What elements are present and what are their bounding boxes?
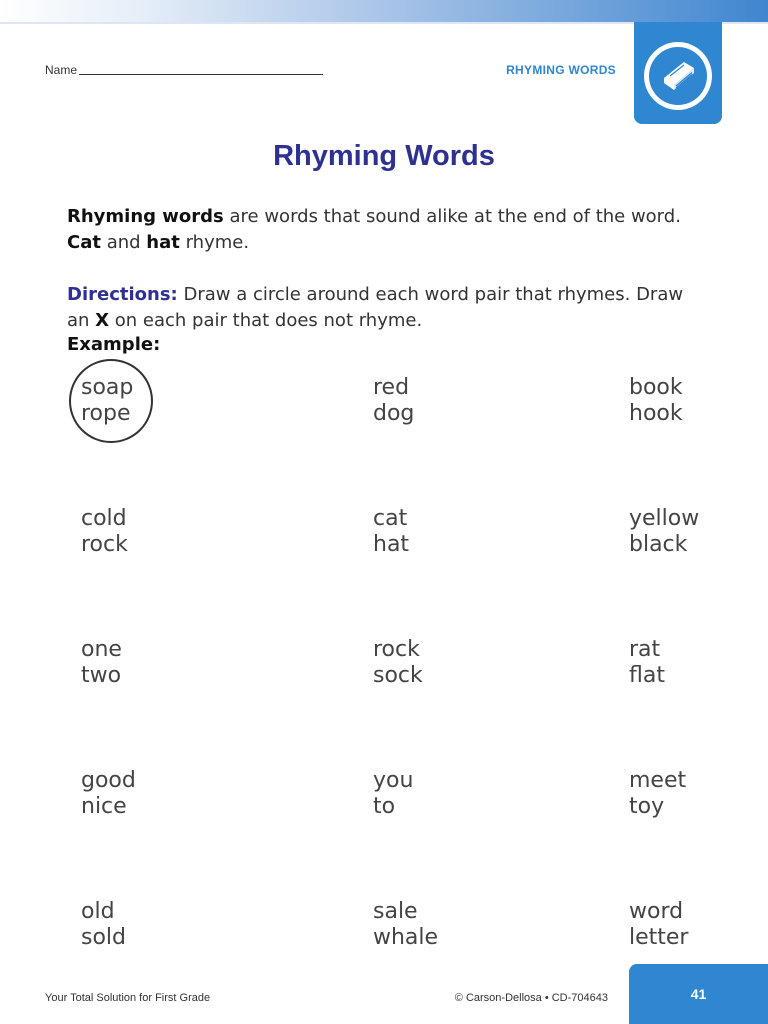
word-bottom: toy: [629, 794, 665, 819]
directions-label: Directions:: [67, 284, 178, 305]
intro-paragraph: [67, 204, 707, 256]
word-bottom: hook: [629, 401, 683, 426]
word-pair[interactable]: [629, 375, 683, 427]
intro-text-2: rhyme.: [179, 232, 250, 253]
word-bottom: sold: [81, 925, 126, 950]
word-top: rock: [373, 637, 420, 662]
word-top: one: [81, 637, 122, 662]
word-top: soap: [81, 375, 134, 400]
intro-term: Rhyming words: [67, 206, 224, 227]
section-tab: [634, 22, 722, 124]
header-gradient-band: [0, 0, 768, 22]
word-bottom: whale: [373, 925, 439, 950]
word-top: cold: [81, 506, 127, 531]
word-top: you: [373, 768, 414, 793]
word-top: meet: [629, 768, 687, 793]
word-bottom: hat: [373, 532, 410, 557]
word-top: rat: [629, 637, 661, 662]
word-top: red: [373, 375, 410, 400]
word-top: book: [629, 375, 683, 400]
intro-and: and: [100, 232, 147, 253]
word-bottom: two: [81, 663, 122, 688]
example-label: Example:: [67, 334, 161, 355]
book-icon: [656, 54, 700, 98]
word-top: sale: [373, 899, 418, 924]
word-bottom: letter: [629, 925, 689, 950]
name-field[interactable]: [45, 63, 323, 77]
word-pair[interactable]: [81, 768, 136, 820]
page-number-tab: [629, 964, 768, 1024]
section-label: RHYMING WORDS: [506, 63, 616, 77]
word-bottom: sock: [373, 663, 423, 688]
directions-paragraph: [67, 282, 707, 334]
intro-word-hat: hat: [146, 232, 180, 253]
word-bottom: nice: [81, 794, 127, 819]
directions-x: X: [95, 310, 110, 331]
word-bottom: to: [373, 794, 396, 819]
word-bottom: dog: [373, 401, 415, 426]
word-pair[interactable]: [373, 506, 409, 558]
intro-word-cat: Cat: [67, 232, 101, 253]
intro-text-1: are words that sound alike at the end of the word.: [223, 206, 681, 227]
word-pair[interactable]: [629, 506, 699, 558]
word-bottom: rope: [81, 401, 131, 426]
word-top: word: [629, 899, 684, 924]
word-bottom: flat: [629, 663, 665, 688]
word-pair[interactable]: [629, 899, 688, 951]
word-pair[interactable]: [373, 899, 438, 951]
footer-copyright: © Carson-Dellosa • CD-704643: [454, 992, 608, 1004]
word-top: good: [81, 768, 136, 793]
directions-text-2: on each pair that does not rhyme.: [109, 310, 423, 331]
word-bottom: rock: [81, 532, 128, 557]
word-top: yellow: [629, 506, 700, 531]
footer-series-title: Your Total Solution for First Grade: [45, 992, 211, 1004]
word-bottom: black: [629, 532, 688, 557]
word-pair[interactable]: [373, 768, 413, 820]
icon-badge: [644, 42, 712, 110]
word-top: old: [81, 899, 115, 924]
word-pair-example[interactable]: [81, 375, 133, 427]
word-top: cat: [373, 506, 408, 531]
page-title: Rhyming Words: [273, 140, 495, 172]
directions-text-1: Draw a circle around each word pair that rhymes. Draw an: [67, 284, 684, 331]
word-pair[interactable]: [629, 637, 665, 689]
word-pair[interactable]: [81, 506, 128, 558]
page-number: 41: [690, 986, 707, 1002]
word-pair[interactable]: [629, 768, 686, 820]
word-pair[interactable]: [373, 637, 423, 689]
word-pair[interactable]: [81, 637, 122, 689]
word-pair[interactable]: [373, 375, 414, 427]
name-label: Name: [45, 63, 78, 77]
name-line[interactable]: [79, 74, 323, 75]
word-pair[interactable]: [81, 899, 126, 951]
